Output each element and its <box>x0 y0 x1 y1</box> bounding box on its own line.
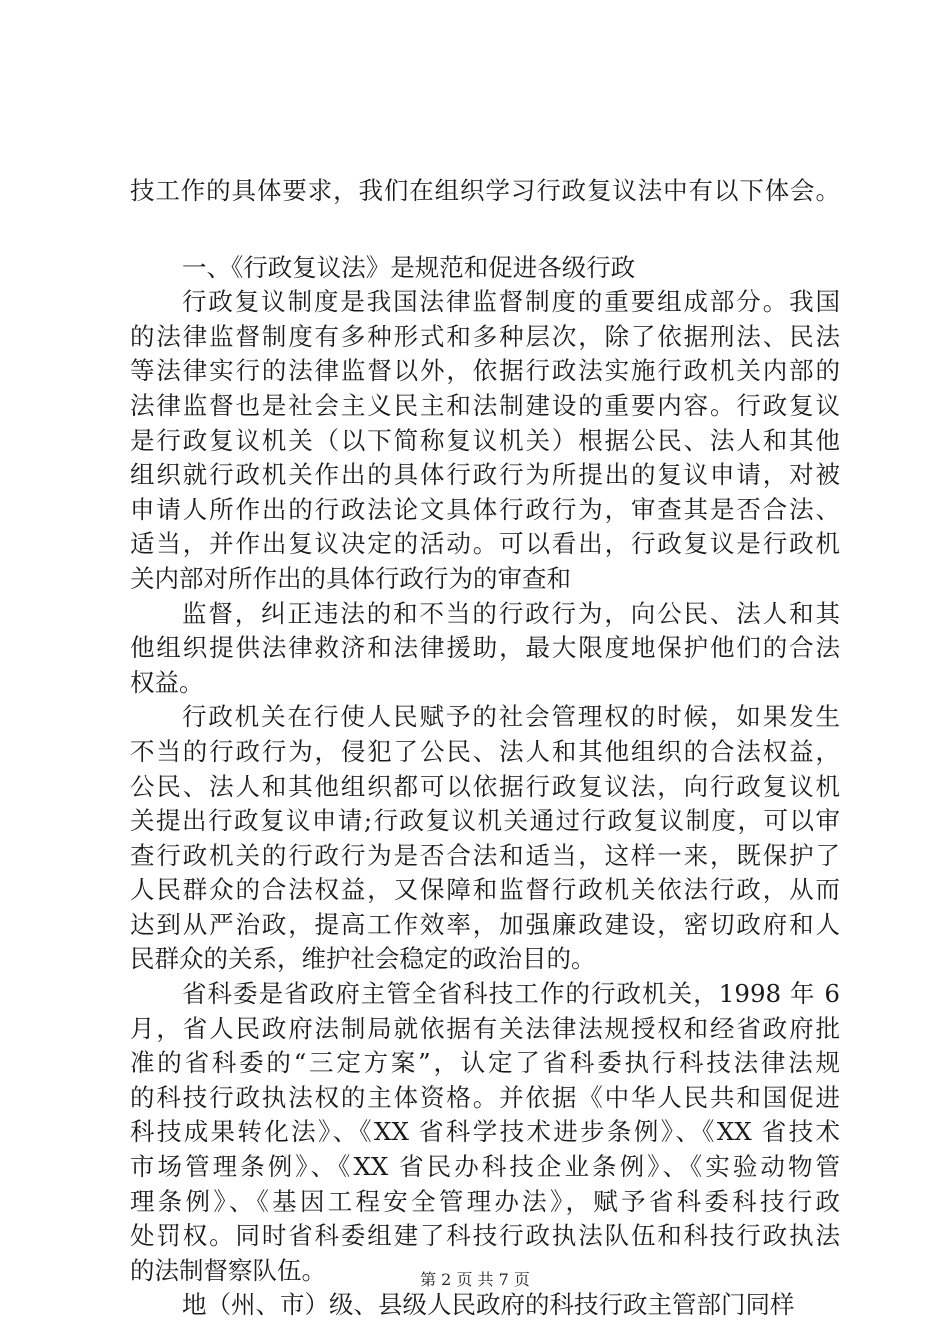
text-line: 地（州、市）级、县级人民政府的科技行政主管部门同样 <box>182 1290 795 1320</box>
text-line: 的法制督察队伍。 <box>130 1255 326 1285</box>
text-line: 理条例》、《基因工程安全管理办法》，赋予省科委科技行政 <box>130 1186 840 1216</box>
paragraph <box>130 1288 840 1323</box>
text-line: 不当的行政行为，侵犯了公民、法人和其他组织的合法权益， <box>130 736 840 766</box>
text-line: 权益。 <box>130 667 204 697</box>
text-line: 公民、法人和其他组织都可以依据行政复议法，向行政复议机 <box>130 771 840 801</box>
paragraph <box>130 597 840 701</box>
text-line: 准的省科委的“三定方案”，认定了省科委执行科技法律法规 <box>130 1048 840 1078</box>
text-line: 民群众的关系，维护社会稳定的政治目的。 <box>130 944 596 974</box>
text-line: 申请人所作出的行政法论文具体行政行为，审查其是否合法、 <box>130 494 840 524</box>
text-line: 的法律监督制度有多种形式和多种层次，除了依据刑法、民法 <box>130 321 840 351</box>
paragraph-list <box>130 285 840 1323</box>
paragraph <box>130 285 840 596</box>
text-line: 查行政机关的行政行为是否合法和适当，这样一来，既保护了 <box>130 840 840 870</box>
text-line: 法律监督也是社会主义民主和法制建设的重要内容。行政复议 <box>130 390 840 420</box>
text-line: 行政复议制度是我国法律监督制度的重要组成部分。我国 <box>182 287 840 317</box>
text-line: 是行政复议机关（以下简称复议机关）根据公民、法人和其他 <box>130 425 840 455</box>
paragraph-gap <box>130 209 840 251</box>
text-line: 科技成果转化法》、《XX 省科学技术进步条例》、《XX 省技术 <box>130 1117 840 1147</box>
text-line: 关内部对所作出的具体行政行为的审查和 <box>130 563 571 593</box>
text-line: 市场管理条例》、《XX 省民办科技企业条例》、《实验动物管 <box>130 1152 840 1182</box>
text-line: 行政机关在行使人民赋予的社会管理权的时候，如果发生 <box>182 702 840 732</box>
text-line: 达到从严治政，提高工作效率，加强廉政建设，密切政府和人 <box>130 909 840 939</box>
section-heading: 一、《行政复议法》是规范和促进各级行政 <box>182 252 636 282</box>
text-line: 监督，纠正违法的和不当的行政行为，向公民、法人和其 <box>182 598 840 628</box>
text-line: 的科技行政执法权的主体资格。并依据《中华人民共和国促进 <box>130 1082 840 1112</box>
text-line: 处罚权。同时省科委组建了科技行政执法队伍和科技行政执法 <box>130 1221 840 1251</box>
text-line: 等法律实行的法律监督以外，依据行政法实施行政机关内部的 <box>130 356 840 386</box>
text-line: 关提出行政复议申请;行政复议机关通过行政复议制度，可以审 <box>130 806 840 836</box>
paragraph <box>130 977 840 1288</box>
text-line: 省科委是省政府主管全省科技工作的行政机关，1998 年 6 <box>182 979 840 1009</box>
intro-line: 技工作的具体要求，我们在组织学习行政复议法中有以下体会。 <box>130 176 840 205</box>
document-body <box>130 174 840 1323</box>
paragraph <box>130 700 840 977</box>
text-line: 人民群众的合法权益，又保障和监督行政机关依法行政，从而 <box>130 875 840 905</box>
text-line: 他组织提供法律救济和法律援助，最大限度地保护他们的合法 <box>130 633 840 663</box>
text-line: 月，省人民政府法制局就依据有关法律法规授权和经省政府批 <box>130 1013 840 1043</box>
text-line: 组织就行政机关作出的具体行政行为所提出的复议申请，对被 <box>130 460 840 490</box>
text-line: 适当，并作出复议决定的活动。可以看出，行政复议是行政机 <box>130 529 840 559</box>
page-footer: 第 2 页 共 7 页 <box>420 1270 530 1289</box>
